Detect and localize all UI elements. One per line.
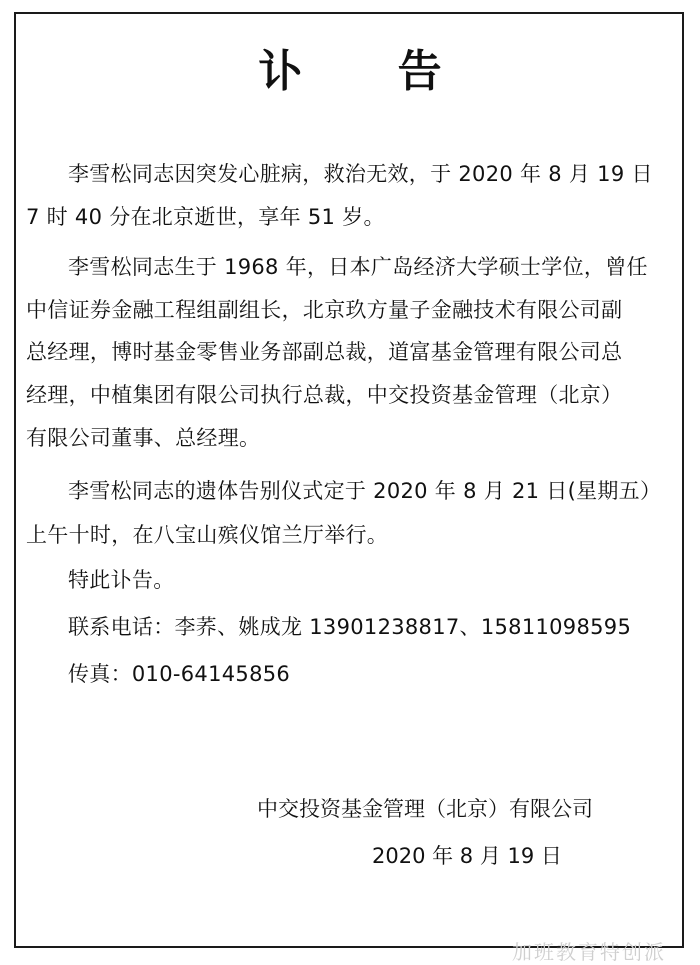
paragraph-line: 李雪松同志因突发心脏病，救治无效，于 2020 年 8 月 19 日 [68, 162, 653, 186]
paragraph-line: 经理，中植集团有限公司执行总裁，中交投资基金管理（北京） [26, 383, 623, 407]
contact-phone: 联系电话：李荞、姚成龙 13901238817、15811098595 [68, 615, 632, 639]
paragraph-line: 中信证券金融工程组副组长，北京玖方量子金融技术有限公司副 [26, 298, 623, 322]
paragraph-line: 总经理，博时基金零售业务部副总裁，道富基金管理有限公司总 [26, 340, 623, 364]
paragraph-line: 特此讣告。 [68, 568, 175, 592]
signature-organization: 中交投资基金管理（北京）有限公司 [257, 797, 593, 821]
page-title: 讣 告 [258, 46, 482, 97]
paragraph-line: 李雪松同志生于 1968 年，日本广岛经济大学硕士学位，曾任 [68, 255, 648, 279]
paragraph-line: 7 时 40 分在北京逝世，享年 51 岁。 [26, 205, 385, 229]
paragraph-line: 上午十时，在八宝山殡仪馆兰厅举行。 [26, 523, 389, 547]
signature-date: 2020 年 8 月 19 日 [372, 844, 562, 868]
contact-fax: 传真：010-64145856 [68, 662, 291, 686]
watermark-text: 加班教育特创派 [512, 940, 666, 964]
paragraph-line: 有限公司董事、总经理。 [26, 426, 261, 450]
paragraph-line: 李雪松同志的遗体告别仪式定于 2020 年 8 月 21 日(星期五） [68, 479, 662, 503]
